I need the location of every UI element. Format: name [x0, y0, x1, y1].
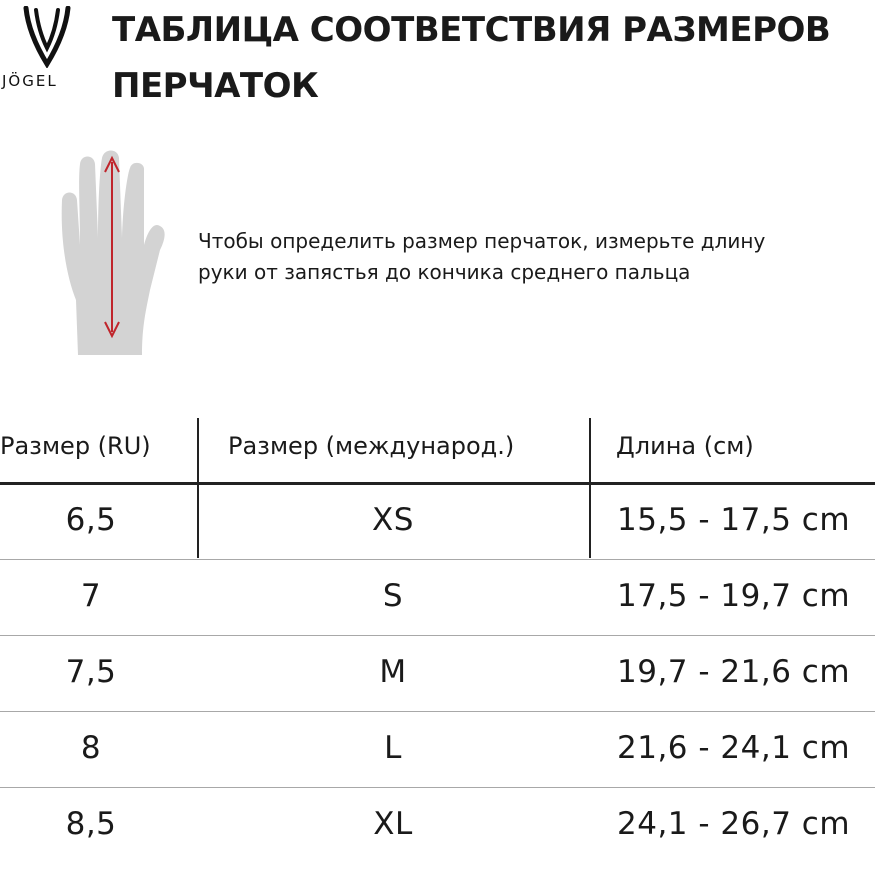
header-length: Длина (см) [616, 432, 754, 460]
header-size-ru: Размер (RU) [0, 432, 151, 460]
cell-size-intl: M [379, 654, 407, 690]
cell-length: 19,7 - 21,6 cm [617, 654, 851, 690]
cell-size-intl: XL [373, 806, 413, 842]
cell-length: 21,6 - 24,1 cm [617, 730, 851, 766]
cell-length: 15,5 - 17,5 cm [617, 502, 851, 538]
instruction-line-2: руки от запястья до кончика среднего пальца [198, 260, 691, 284]
cell-length: 24,1 - 26,7 cm [617, 806, 851, 842]
cell-size-intl: S [382, 578, 404, 614]
cell-size-ru: 6,5 [65, 502, 117, 538]
cell-size-intl: XS [372, 502, 414, 538]
brand-name: JÖGEL [2, 72, 58, 90]
cell-size-ru: 8 [80, 730, 102, 766]
cell-size-ru: 8,5 [65, 806, 117, 842]
size-table [0, 418, 875, 864]
table-row [0, 788, 875, 864]
instruction-line-1: Чтобы определить размер перчаток, измерьте длину [198, 229, 766, 253]
brand-logo [0, 2, 96, 102]
cell-length: 17,5 - 19,7 cm [617, 578, 851, 614]
table-header [0, 418, 875, 484]
cell-size-intl: L [384, 730, 402, 766]
cell-size-ru: 7 [80, 578, 102, 614]
page-title [112, 2, 875, 114]
page-title-line-1: ТАБЛИЦА СООТВЕТСТВИЯ РАЗМЕРОВ [112, 10, 831, 50]
jogel-logo-mark-icon [22, 6, 72, 68]
table-row [0, 560, 875, 636]
measure-instruction [198, 226, 858, 288]
hand-measure-illustration [50, 150, 180, 364]
page-title-line-2: ПЕРЧАТОК [112, 66, 319, 106]
hand-measure-icon [50, 150, 180, 360]
table-row [0, 712, 875, 788]
header-size-intl: Размер (междунарoд.) [228, 432, 515, 460]
cell-size-ru: 7,5 [65, 654, 117, 690]
table-row [0, 636, 875, 712]
table-row [0, 484, 875, 560]
